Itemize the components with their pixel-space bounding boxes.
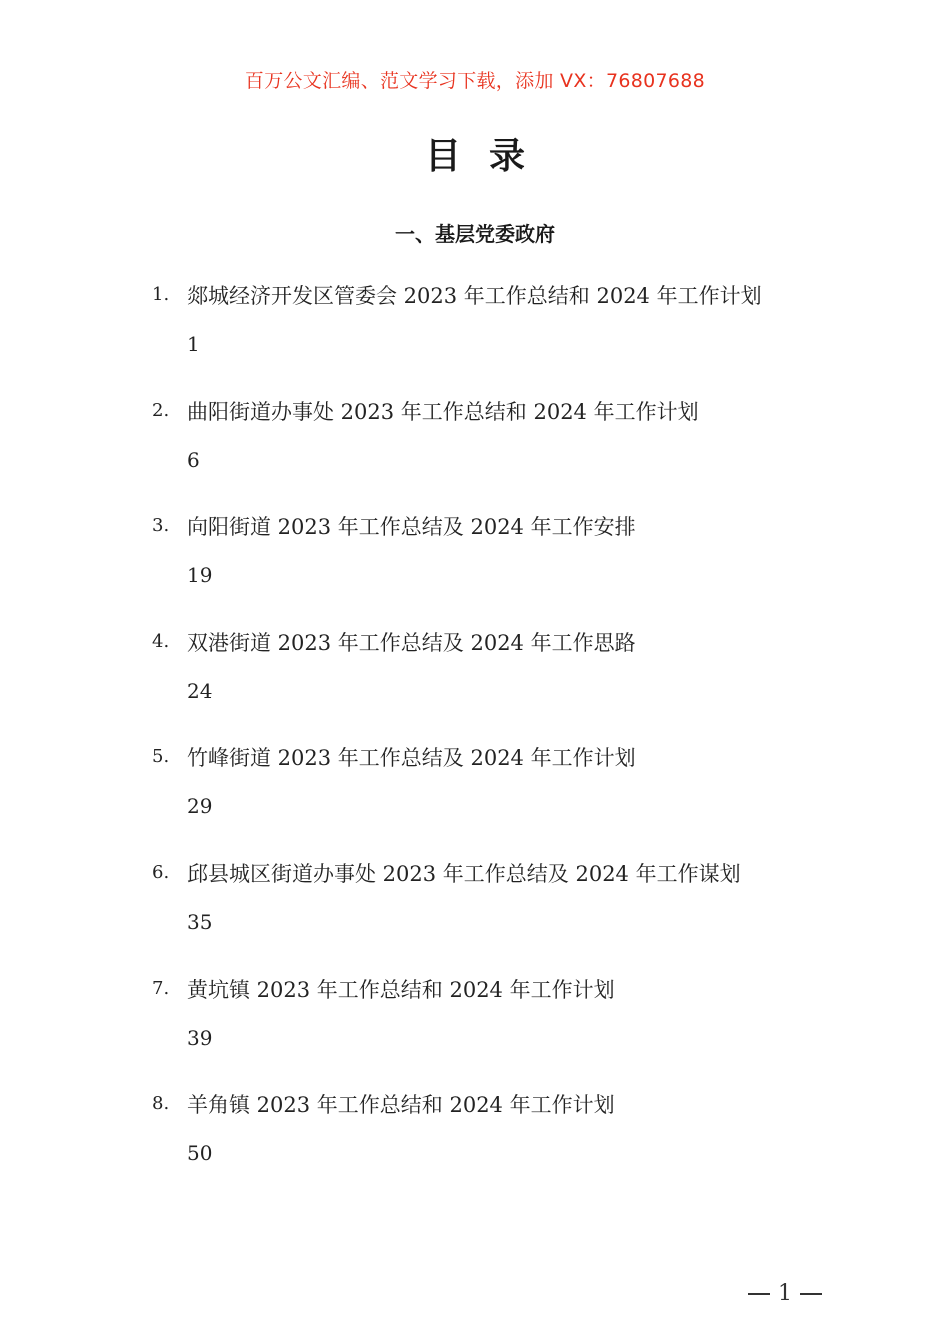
toc-entry-number: 5. — [152, 746, 170, 768]
toc-entry[interactable] — [0, 974, 950, 1090]
toc-entry-number: 1. — [152, 284, 170, 305]
toc-entry-number: 3. — [152, 515, 170, 537]
toc-entry[interactable] — [0, 742, 950, 858]
footer-dash-left — [748, 1293, 770, 1295]
toc-entry-title[interactable]: 竹峰街道 2023 年工作总结及 2024 年工作计划 — [187, 746, 636, 771]
toc-entry-title[interactable]: 向阳街道 2023 年工作总结及 2024 年工作安排 — [187, 515, 636, 540]
toc-entry[interactable] — [0, 396, 950, 512]
toc-entry-number: 2. — [152, 399, 170, 421]
toc-entry-number: 4. — [152, 630, 170, 652]
toc-entry-page: 24 — [187, 678, 213, 703]
toc-entry-page: 39 — [187, 1025, 213, 1050]
toc-entry-page: 19 — [187, 563, 213, 588]
toc-entry-number: 8. — [152, 1093, 170, 1115]
toc-entry-title[interactable]: 双港街道 2023 年工作总结及 2024 年工作思路 — [187, 630, 636, 655]
toc-entry[interactable] — [0, 858, 950, 974]
toc-entry-page: 35 — [187, 909, 213, 934]
toc-entry[interactable] — [0, 280, 950, 396]
toc-entry-page: 50 — [187, 1141, 213, 1166]
footer-page-number: 1 — [778, 1281, 792, 1306]
toc-entry-number: 7. — [152, 977, 170, 999]
toc-entry-page: 29 — [187, 794, 213, 819]
toc-entry-page: 1 — [187, 332, 200, 356]
toc-entry-title[interactable]: 邱县城区街道办事处 2023 年工作总结及 2024 年工作谋划 — [187, 861, 741, 886]
toc-entry-title[interactable]: 郯城经济开发区管委会 2023 年工作总结和 2024 年工作计划 — [187, 284, 762, 308]
table-of-contents — [0, 280, 950, 1205]
toc-entry-title[interactable]: 黄坑镇 2023 年工作总结和 2024 年工作计划 — [187, 977, 615, 1002]
page-footer — [740, 1281, 830, 1306]
promo-banner: 百万公文汇编、范文学习下载，添加 VX：76807688 — [244, 70, 706, 92]
toc-entry[interactable] — [0, 627, 950, 743]
footer-dash-right — [800, 1293, 822, 1295]
toc-entry[interactable] — [0, 511, 950, 627]
toc-entry-number: 6. — [152, 861, 170, 883]
toc-entry[interactable] — [0, 1089, 950, 1205]
toc-entry-title[interactable]: 曲阳街道办事处 2023 年工作总结和 2024 年工作计划 — [187, 399, 699, 424]
toc-entry-page: 6 — [187, 447, 200, 472]
toc-entry-title[interactable]: 羊角镇 2023 年工作总结和 2024 年工作计划 — [187, 1093, 615, 1118]
section-heading: 一、基层党委政府 — [395, 222, 555, 246]
page-title: 目录 — [424, 136, 553, 177]
